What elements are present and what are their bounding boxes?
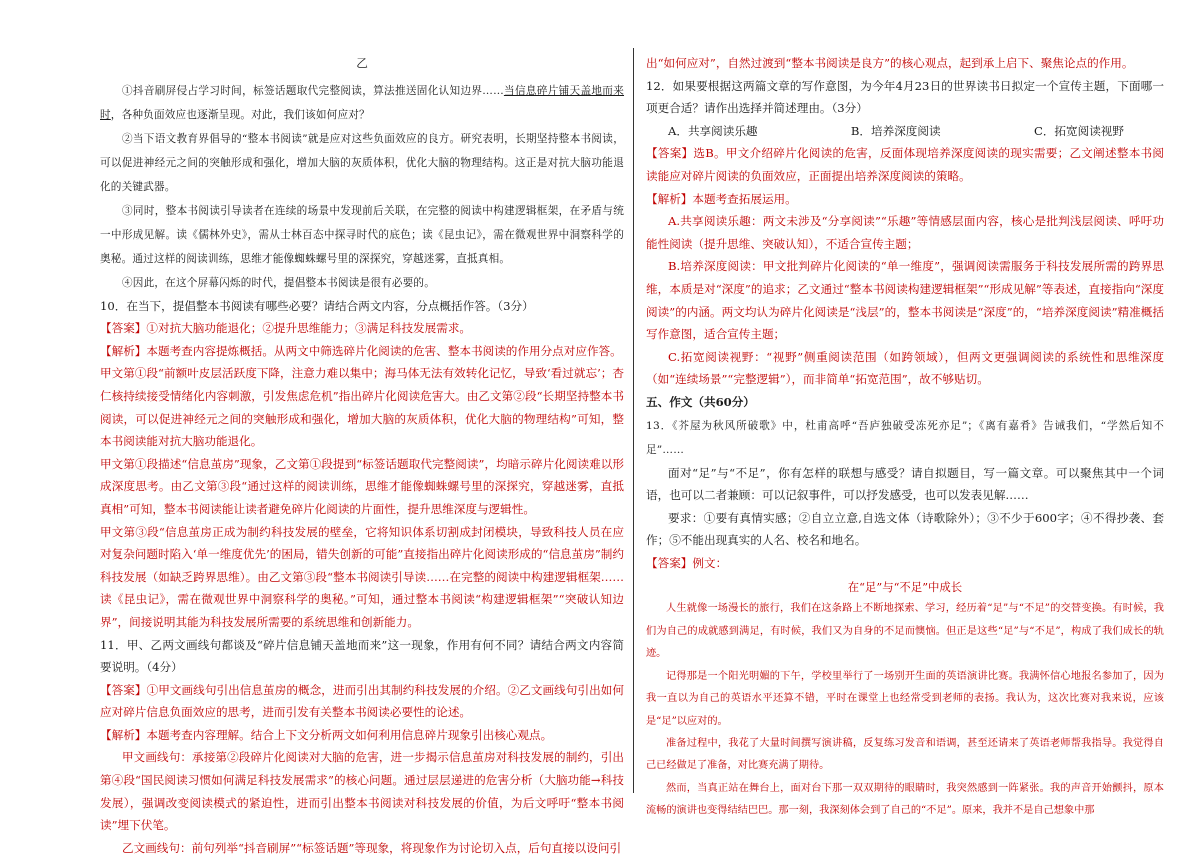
essay-paragraph-1: 人生就像一场漫长的旅行，我们在这条路上不断地探索、学习，经历着“足”与“不足”的交替变换。有时候，我们为自己的成就感到满足，有时候，我们又为自身的不足而懊恼。但正是这些“足”与“不足”，构成了我们成长的轨迹。 bbox=[646, 603, 1164, 660]
essay-paragraph-4: 然而，当真正站在舞台上，面对台下那一双双期待的眼睛时，我突然感到一阵紧张。我的声音开始颤抖，原本流畅的演讲也变得结结巴巴。那一刻，我深刻体会到了自己的“不足”。原来，我并不是自己想象中那 bbox=[646, 782, 1164, 817]
right-column bbox=[646, 52, 1164, 823]
q11-answer: 【答案】①甲文画线句引出信息茧房的概念，进而引出其制约科技发展的介绍。②乙文画线句引出如何应对碎片信息负面效应的思考，进而引发有关整本书阅读必要性的论述。 bbox=[100, 682, 624, 720]
q12-analysis-a: A.共享阅读乐趣：两文未涉及“分享阅读”“乐趣”等情感层面内容，核心是批判浅层阅读、呼吁功能性阅读（提升思维、突破认知），不适合宣传主题； bbox=[646, 214, 1164, 251]
passage-paragraph-3: ③同时，整本书阅读引导读者在连续的场景中发现前后关联，在完整的阅读中构建逻辑框架，在矛盾与统一中形成见解。读《儒林外史》，需从士林百态中探寻时代的底色；读《昆虫记》，需在微观世界中洞察科学的奥秘。通过这样的阅读训练，思维才能像蜘蛛螺号里的深探究，穿越迷雾，直抵真相。 bbox=[100, 204, 624, 265]
q10-analysis-point-3: 甲文第③段“信息茧房正成为制约科技发展的壁垒，它将知识体系切割成封闭模块，导致科技人员在应对复杂问题时陷入‘单一维度优先’的困局，错失创新的可能”直接指出碎片化阅读形成的“信息茧房”制约科技发展（如缺乏跨界思维）。由乙文第③段“整本书阅读引导读……在完整的阅读中构建逻辑框架……读《昆虫记》，需在微观世界中洞察科学的奥秘。”可知，通过整本书阅读“构建逻辑框架”“突破认知边界”，间接说明其能为科技发展所需要的系统思维和创新能力。 bbox=[100, 524, 624, 629]
q10-analysis-point-1: 甲文第①段“前额叶皮层活跃度下降，注意力难以集中；海马体无法有效转化记忆，导致‘看过就忘’；杏仁核持续接受情绪化内容刺激，引发焦虑危机”指出碎片化阅读危害大。由乙文第②段“长期坚持整本书阅读，可以促进神经元之间的突触形成和强化，增加大脑的灰质体积，优化大脑的物理结构”可知，整本书阅读能对抗大脑功能退化。 bbox=[100, 366, 624, 449]
q12-option-a: A．共享阅读乐趣 bbox=[668, 123, 758, 138]
q12-option-c: C．拓宽阅读视野 bbox=[1033, 123, 1124, 138]
q12-option-b: B．培养深度阅读 bbox=[850, 123, 941, 138]
q12-analysis-intro: 【解析】本题考查拓展运用。 bbox=[646, 191, 797, 206]
left-column bbox=[100, 52, 624, 859]
q10-analysis-intro: 【解析】本题考查内容提炼概括。从两文中筛选碎片化阅读的危害、整本书阅读的作用分点对应作答。 bbox=[100, 343, 622, 358]
essay-paragraph-2: 记得那是一个阳光明媚的下午，学校里举行了一场别开生面的英语演讲比赛。我满怀信心地报名参加了，因为我一直以为自己的英语水平还算不错，平时在课堂上也经常受到老师的表扬。我认为，这次比赛对我来说，应该是“足”以应对的。 bbox=[646, 670, 1164, 727]
q12-analysis-c: C.拓宽阅读视野：“视野”侧重阅读范围（如跨领域），但两文更强调阅读的系统性和思维深度（如“连续场景”“完整逻辑”），而非简单“拓宽范围”，故不够贴切。 bbox=[646, 349, 1164, 387]
q12-answer: 【答案】选B。甲文介绍碎片化阅读的危害，反面体现培养深度阅读的现实需要；乙文阐述整本书阅读能应对碎片阅读的负面效应，正面提出培养深度阅读的策略。 bbox=[646, 146, 1164, 183]
q11-analysis-jia: 甲文画线句：承接第②段碎片化阅读对大脑的危害，进一步揭示信息茧房对科技发展的制约，引出第④段“国民阅读习惯如何满足科技发展需求”的核心问题。通过层层递进的危害分析（大脑功能→科技发展），强调改变阅读模式的紧迫性，进而引出整本书阅读对科技发展的价值，为后文呼吁“整本书阅读”埋下伏笔。 bbox=[100, 750, 624, 833]
section-5-heading: 五、作文（共60分） bbox=[646, 394, 755, 409]
question-11: 11．甲、乙两文画线句都谈及“碎片信息铺天盖地而来”这一现象，作用有何不同？请结合两文内容简要说明。（4分） bbox=[100, 637, 624, 675]
passage-paragraph-4: ④因此，在这个屏幕闪烁的时代，提倡整本书阅读是很有必要的。 bbox=[122, 276, 436, 289]
passage-paragraph-2: ②当下语文教育界倡导的“整本书阅读”就是应对这些负面效应的良方。研究表明，长期坚持整本书阅读，可以促进神经元之间的突触形成和强化，增加大脑的灰质体积，优化大脑的物理结构。这正是对抗大脑功能退化的关键武器。 bbox=[100, 132, 624, 193]
q12-analysis-b: B.培养深度阅读：甲文批判碎片化阅读的“单一维度”，强调阅读需服务于科技发展所需的跨界思维，本质是对“深度”的追求；乙文通过“整本书阅读构建逻辑框架”“形成见解”等表述，直接指向“深度阅读”的内涵。两文均认为碎片化阅读是“浅层”的，整本书阅读是“深度”的，“培养深度阅读”精准概括写作意图，适合宣传主题； bbox=[646, 259, 1164, 342]
q12-options bbox=[646, 120, 1164, 143]
q11-analysis-intro: 【解析】本题考查内容理解。结合上下文分析两文如何利用信息碎片现象引出核心观点。 bbox=[100, 727, 553, 742]
q10-analysis-point-2: 甲文第①段描述“信息茧房”现象，乙文第①段提到“标签话题取代完整阅读”，均暗示碎片化阅读难以形成深度思考。由乙文第③段“通过这样的阅读训练，思维才能像蜘蛛螺号里的深探究，穿越迷雾，直抵真相”可知，整本书阅读能让读者避免碎片化阅读的片面性，提升思维深度与逻辑性。 bbox=[100, 456, 624, 516]
question-13-prompt: 13．《芥屋为秋风所破歌》中，杜甫高呼“吾庐独破受冻死亦足”；《离有嘉肴》告诫我们，“学然后知不足”…… bbox=[646, 419, 1164, 456]
q11-analysis-yi: 乙文画线句：前句列举“抖音刷屏”“标签话题”等现象，将现象作为讨论切入点，后句直接以设问引 bbox=[122, 840, 622, 855]
question-13-requirements: 要求：①要有真情实感；②自立立意,自选文体（诗歌除外）；③不少于600字；④不得抄袭、套作；⑤不能出现真实的人名、校名和地名。 bbox=[646, 510, 1164, 548]
column-divider bbox=[633, 48, 634, 793]
question-12: 12．如果要根据这两篇文章的写作意图，为今年4月23日的世界读书日拟定一个宣传主题，下面哪一项更合适？请作出选择并简述理由。（3分） bbox=[646, 78, 1164, 116]
underlined-sentence: 当信息碎片铺天盖地而来时 bbox=[100, 84, 625, 121]
q11-analysis-continued: 出“如何应对”，自然过渡到“整本书阅读是良方”的核心观点，起到承上启下、聚焦论点的作用。 bbox=[646, 56, 1134, 70]
essay-title: 在“足”与“不足”中成长 bbox=[847, 580, 963, 595]
essay-paragraph-3: 准备过程中，我花了大量时间撰写演讲稿，反复练习发音和语调，甚至还请来了英语老师帮我指导。我觉得自己已经做足了准备，对比赛充满了期待。 bbox=[646, 737, 1164, 772]
question-13-instructions: 面对“足”与“不足”，你有怎样的联想与感受？请自拟题目，写一篇文章。可以聚焦其中一个词语，也可以二者兼顾：可以记叙事件，可以抒发感受，也可以发表见解…… bbox=[646, 465, 1164, 503]
question-10: 10．在当下，提倡整本书阅读有哪些必要？请结合两文内容，分点概括作答。（3分） bbox=[100, 298, 534, 313]
section-label: 乙 bbox=[356, 56, 368, 70]
q13-answer-label: 【答案】例文： bbox=[646, 555, 728, 570]
q10-answer: 【答案】①对抗大脑功能退化；②提升思维能力；③满足科技发展需求。 bbox=[100, 321, 472, 336]
passage-paragraph-1: ①抖音刷屏侵占学习时间，标签话题取代完整阅读，算法推送固化认知边界……当信息碎片铺天盖地而来时，各种负面效应也逐渐呈现。对此，我们该如何应对？ bbox=[100, 84, 625, 121]
